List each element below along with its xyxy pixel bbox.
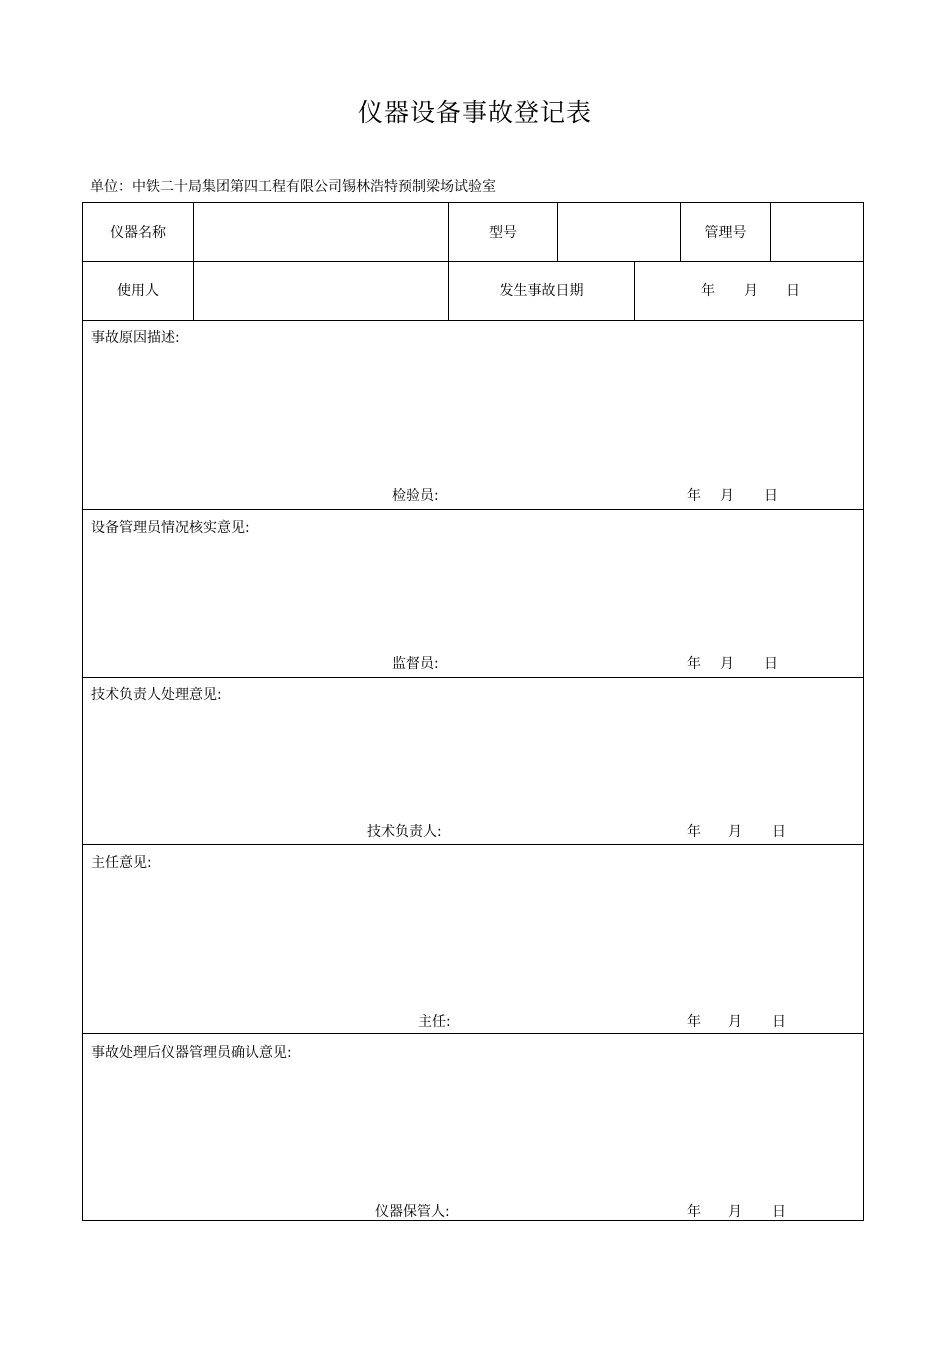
supervisor-signature-label: 监督员:	[392, 656, 439, 672]
accident-register-form	[82, 202, 864, 1221]
section3-day-label: 日	[772, 824, 786, 840]
row-divider	[83, 509, 863, 510]
unit-line: 单位：中铁二十局集团第四工程有限公司锡林浩特预制梁场试验室	[90, 179, 496, 195]
section1-month-label: 月	[720, 488, 734, 504]
section3-year-label: 年	[687, 824, 701, 840]
section1-year-label: 年	[687, 488, 701, 504]
management-no-value[interactable]	[771, 204, 862, 260]
instrument-name-value[interactable]	[194, 204, 447, 260]
section4-day-label: 日	[772, 1014, 786, 1030]
technical-lead-opinion-heading: 技术负责人处理意见:	[91, 687, 222, 703]
model-label: 型号	[489, 225, 517, 241]
user-value[interactable]	[194, 262, 447, 319]
row-divider	[83, 844, 863, 845]
director-signature-label: 主任:	[418, 1014, 451, 1030]
section3-month-label: 月	[728, 824, 742, 840]
accident-date-label: 发生事故日期	[499, 283, 584, 299]
col-divider	[448, 203, 449, 320]
section4-year-label: 年	[687, 1014, 701, 1030]
post-handling-confirmation-heading: 事故处理后仪器管理员确认意见:	[91, 1045, 292, 1061]
inspector-signature-label: 检验员:	[392, 488, 439, 504]
section1-day-label: 日	[764, 488, 778, 504]
row-divider	[83, 677, 863, 678]
date-month-label: 月	[744, 283, 758, 299]
user-label: 使用人	[117, 283, 159, 299]
management-no-label: 管理号	[704, 225, 747, 241]
section2-day-label: 日	[764, 656, 778, 672]
section2-year-label: 年	[687, 656, 701, 672]
row-divider	[83, 1033, 863, 1034]
technical-lead-signature-label: 技术负责人:	[367, 824, 442, 840]
form-title: 仪器设备事故登记表	[357, 98, 592, 127]
date-year-label: 年	[701, 283, 715, 299]
model-value[interactable]	[558, 204, 679, 260]
section5-month-label: 月	[728, 1204, 742, 1220]
section4-month-label: 月	[728, 1014, 742, 1030]
section5-day-label: 日	[772, 1204, 786, 1220]
date-day-label: 日	[786, 283, 800, 299]
accident-cause-heading: 事故原因描述:	[91, 330, 180, 346]
col-divider	[634, 261, 635, 320]
section2-month-label: 月	[720, 656, 734, 672]
instrument-name-label: 仪器名称	[110, 225, 166, 241]
custodian-signature-label: 仪器保管人:	[375, 1204, 450, 1220]
row-divider	[83, 320, 863, 321]
director-opinion-heading: 主任意见:	[91, 855, 152, 871]
equipment-admin-opinion-heading: 设备管理员情况核实意见:	[91, 520, 250, 536]
section5-year-label: 年	[687, 1204, 701, 1220]
